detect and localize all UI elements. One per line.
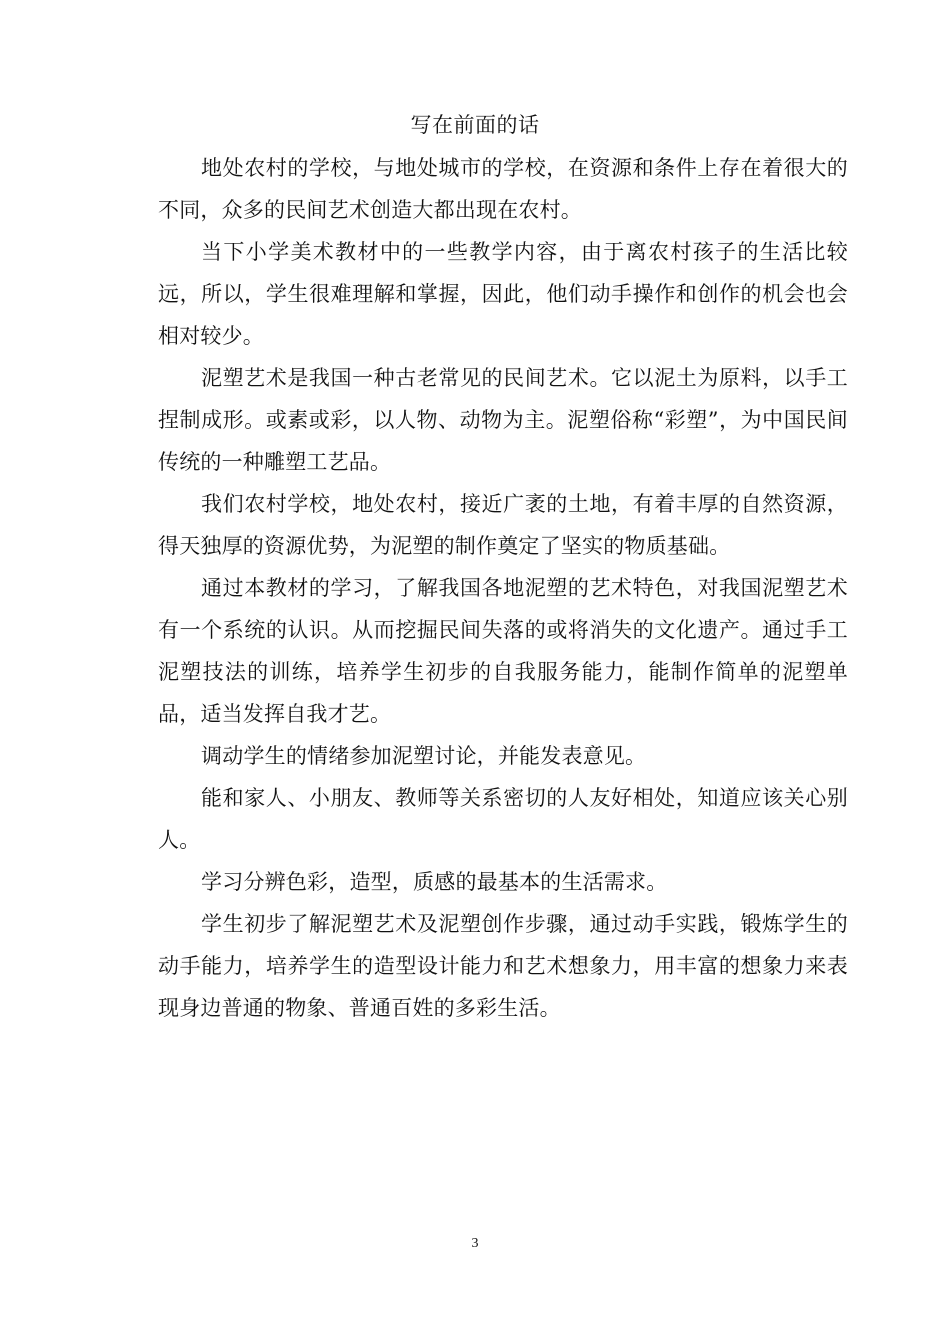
paragraph-textbook-content: 当下小学美术教材中的一些教学内容，由于离农村孩子的生活比较远，所以，学生很难理解和掌握，因此，他们动手操作和创作的机会也会相对较少。	[158, 240, 848, 348]
paragraph-clay-art: 泥塑艺术是我国一种古老常见的民间艺术。它以泥土为原料，以手工捏制成形。或素或彩，以人物、动物为主。泥塑俗称“彩塑”，为中国民间传统的一种雕塑工艺品。	[158, 366, 848, 474]
paragraph-discussion: 调动学生的情绪参加泥塑讨论，并能发表意见。	[201, 744, 647, 768]
paragraph-rural-schools: 地处农村的学校，与地处城市的学校，在资源和条件上存在着很大的不同，众多的民间艺术创造大都出现在农村。	[158, 156, 848, 222]
paragraph-resources: 我们农村学校，地处农村，接近广袤的土地，有着丰厚的自然资源，得天独厚的资源优势，为泥塑的制作奠定了坚实的物质基础。	[158, 492, 848, 558]
paragraph-getting-along: 能和家人、小朋友、教师等关系密切的人友好相处，知道应该关心别人。	[158, 786, 848, 852]
paragraph-practice: 学生初步了解泥塑艺术及泥塑创作步骤，通过动手实践，锻炼学生的动手能力，培养学生的造型设计能力和艺术想象力，用丰富的想象力来表现身边普通的物象、普通百姓的多彩生活。	[158, 912, 848, 1020]
body-text	[158, 147, 848, 1029]
page-number: 3	[471, 1236, 479, 1251]
page-title: 写在前面的话	[410, 113, 540, 137]
paragraph-learning-goals: 通过本教材的学习，了解我国各地泥塑的艺术特色，对我国泥塑艺术有一个系统的认识。从而挖掘民间失落的或将消失的文化遗产。通过手工泥塑技法的训练，培养学生初步的自我服务能力，能制作简单的泥塑单品，适当发挥自我才艺。	[158, 576, 848, 726]
paragraph-color-shape: 学习分辨色彩，造型，质感的最基本的生活需求。	[201, 870, 668, 894]
